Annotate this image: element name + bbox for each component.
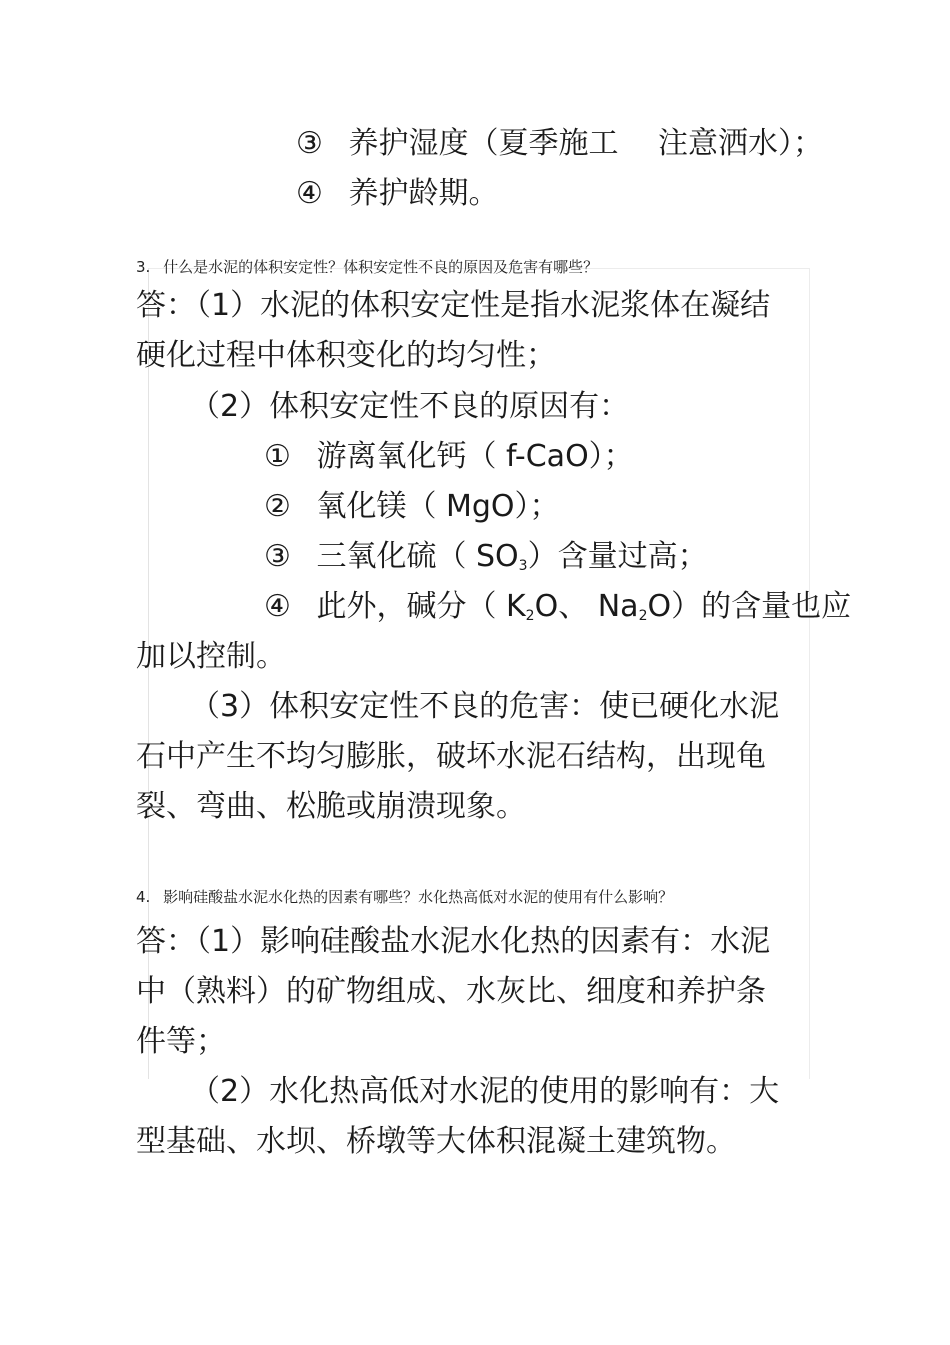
subscript: 2 [638, 608, 648, 624]
question-text: 什么是水泥的体积安定性？体积安定性不良的原因及危害有哪些？ [163, 258, 599, 276]
item-marker: ② [264, 489, 291, 524]
item-text-pre: 三氧化硫（ SO [316, 539, 519, 574]
q3-answer-line-1: 答：（1）水泥的体积安定性是指水泥浆体在凝结 [136, 288, 771, 323]
question-4 [136, 888, 673, 906]
question-number: 3. [136, 258, 151, 276]
q3-answer-line-2: 硬化过程中体积变化的均匀性； [136, 338, 556, 373]
item-text: 氧化镁（ MgO）； [316, 489, 560, 524]
q3-cause-1 [264, 439, 634, 475]
item-marker: ③ [296, 126, 323, 161]
q3-cause-heading: （2）体积安定性不良的原因有： [190, 389, 630, 424]
q4-answer-line-1: 答：（1）影响硅酸盐水泥水化热的因素有：水泥 [136, 924, 771, 959]
question-number: 4. [136, 888, 151, 906]
q4-effect-line-2: 型基础、水坝、桥墩等大体积混凝土建筑物。 [136, 1124, 736, 1159]
q4-effect-line-1: （2）水化热高低对水泥的使用的影响有：大 [190, 1074, 780, 1109]
item-marker: ③ [264, 539, 291, 574]
continued-item-4 [296, 176, 498, 212]
item-text-post: ）含量过高； [527, 539, 708, 574]
item-text: 养护湿度（夏季施工 注意洒水）； [348, 126, 823, 161]
q4-answer-line-3: 件等； [136, 1024, 226, 1059]
q3-harm-line-2: 石中产生不均匀膨胀，破坏水泥石结构，出现龟 [136, 739, 766, 774]
subscript: 2 [525, 608, 535, 624]
item-text: 游离氧化钙（ f-CaO）； [316, 439, 634, 474]
item-text-pre: 此外，碱分（ K [316, 589, 526, 624]
q3-cause-4 [264, 589, 851, 634]
item-text-mid: O、 Na [534, 589, 639, 624]
item-text-post: O）的含量也应 [647, 589, 852, 624]
q3-cause-2 [264, 489, 560, 525]
subscript: 3 [518, 558, 528, 574]
q3-harm-line-3: 裂、弯曲、松脆或崩溃现象。 [136, 789, 526, 824]
q4-answer-line-2: 中（熟料）的矿物组成、水灰比、细度和养护条 [136, 974, 766, 1009]
q3-cause-3 [264, 539, 708, 584]
question-text: 影响硅酸盐水泥水化热的因素有哪些？水化热高低对水泥的使用有什么影响？ [163, 888, 674, 906]
continued-item-3 [296, 126, 823, 162]
item-marker: ④ [264, 589, 291, 624]
question-3 [136, 258, 598, 276]
item-marker: ① [264, 439, 291, 474]
item-text: 养护龄期。 [348, 176, 499, 211]
q3-cause-4-continued: 加以控制。 [136, 639, 286, 674]
q3-harm-line-1: （3）体积安定性不良的危害：使已硬化水泥 [190, 689, 780, 724]
item-marker: ④ [296, 176, 323, 211]
